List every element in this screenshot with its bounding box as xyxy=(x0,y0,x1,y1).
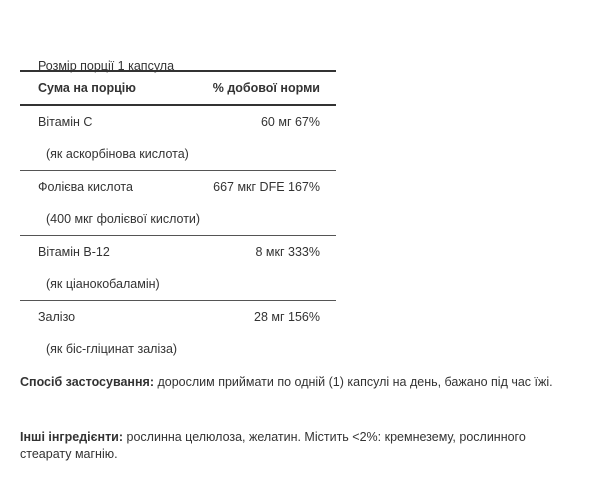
amount-per-serving-header: Сума на порцію xyxy=(38,81,136,95)
directions-text: дорослим приймати по одній (1) капсулі на день, бажано під час їжі. xyxy=(153,375,553,389)
daily-value-header: % добової норми xyxy=(212,81,320,95)
supplement-facts-table xyxy=(20,40,336,365)
nutrient-name: Вітамін C xyxy=(38,115,93,129)
nutrient-name: Вітамін B-12 xyxy=(38,245,110,259)
other-ingredients-label: Інші інгредієнти: xyxy=(20,430,124,444)
nutrient-name: Залізо xyxy=(38,310,76,324)
nutrient-amount: 60 мг 67% xyxy=(260,115,320,129)
nutrient-note: (400 мкг фолієвої кислоти) xyxy=(46,212,201,226)
nutrient-note: (як біс-гліцинат заліза) xyxy=(46,342,178,356)
nutrient-name: Фолієва кислота xyxy=(38,180,133,194)
nutrient-row xyxy=(20,236,336,301)
serving-size: Розмір порції 1 капсула xyxy=(20,48,336,72)
nutrient-note: (як аскорбінова кислота) xyxy=(46,147,189,161)
nutrient-amount: 28 мг 156% xyxy=(254,310,320,324)
nutrient-note: (як ціанокобаламін) xyxy=(46,277,160,291)
other-ingredients-paragraph xyxy=(20,429,580,463)
other-ingredients-text: рослинна целюлоза, желатин. Містить <2%: кремнезему, рослинного стеарату магнію. xyxy=(20,430,526,461)
nutrient-amount: 8 мкг 333% xyxy=(255,245,320,259)
nutrient-row xyxy=(20,171,336,236)
nutrient-amount: 667 мкг DFE 167% xyxy=(213,180,320,194)
nutrient-row xyxy=(20,301,336,365)
directions-paragraph xyxy=(20,374,580,391)
nutrient-row xyxy=(20,106,336,171)
directions-label: Спосіб застосування: xyxy=(20,375,154,389)
table-header xyxy=(20,72,336,106)
